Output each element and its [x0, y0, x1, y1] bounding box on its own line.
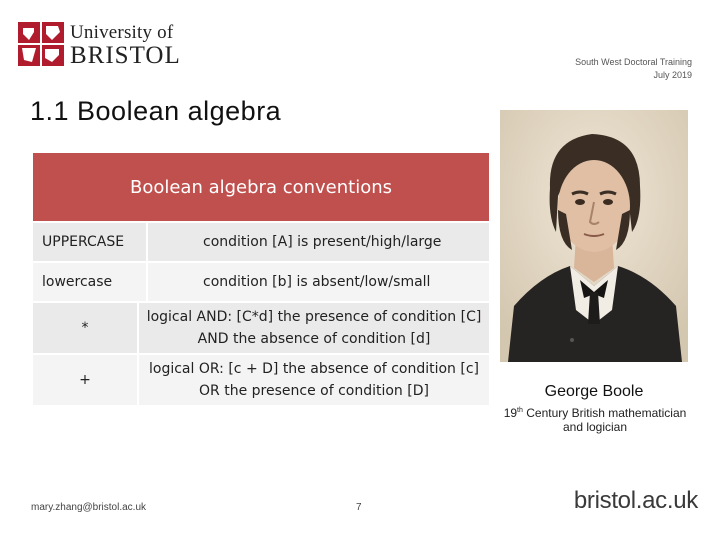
table-row [33, 303, 489, 355]
footer-email[interactable]: mary.zhang@bristol.ac.uk [31, 502, 147, 513]
meaning-cell: condition [b] is absent/low/small [203, 274, 431, 290]
presentation-date: July 2019 [653, 70, 692, 80]
university-logo [18, 20, 181, 70]
symbol-cell: + [33, 355, 139, 405]
table-row [33, 355, 489, 407]
meaning-cell: logical AND: [C*d] the presence of condition [C] AND the absence of condition [d] [146, 309, 482, 347]
logo-line-2: BRISTOL [70, 42, 181, 69]
page-number: 7 [356, 502, 362, 513]
portrait-caption-description [500, 404, 690, 434]
slide-title: 1.1 Boolean algebra [30, 96, 282, 126]
footer-website[interactable]: bristol.ac.uk [573, 487, 698, 514]
crest-icon [18, 22, 64, 66]
programme-name: South West Doctoral Training [575, 57, 692, 67]
table-row [33, 263, 489, 303]
logo-line-1: University of [70, 22, 174, 43]
description-text: Century British mathematician and logician [522, 406, 687, 434]
george-boole-portrait [500, 110, 688, 362]
symbol-cell: UPPERCASE [33, 223, 148, 261]
table-header: Boolean algebra conventions [33, 153, 489, 223]
meaning-cell: logical OR: [c + D] the absence of condition [c] OR the presence of condition [D] [149, 361, 479, 399]
century-suffix: th [517, 407, 523, 414]
conventions-table [33, 153, 489, 407]
meaning-cell: condition [A] is present/high/large [203, 234, 442, 250]
symbol-cell: lowercase [33, 263, 148, 301]
portrait-caption-name: George Boole [544, 383, 644, 400]
header-meta [575, 56, 692, 82]
symbol-cell: * [33, 303, 139, 353]
table-row [33, 223, 489, 263]
century-number: 19 [503, 406, 518, 420]
